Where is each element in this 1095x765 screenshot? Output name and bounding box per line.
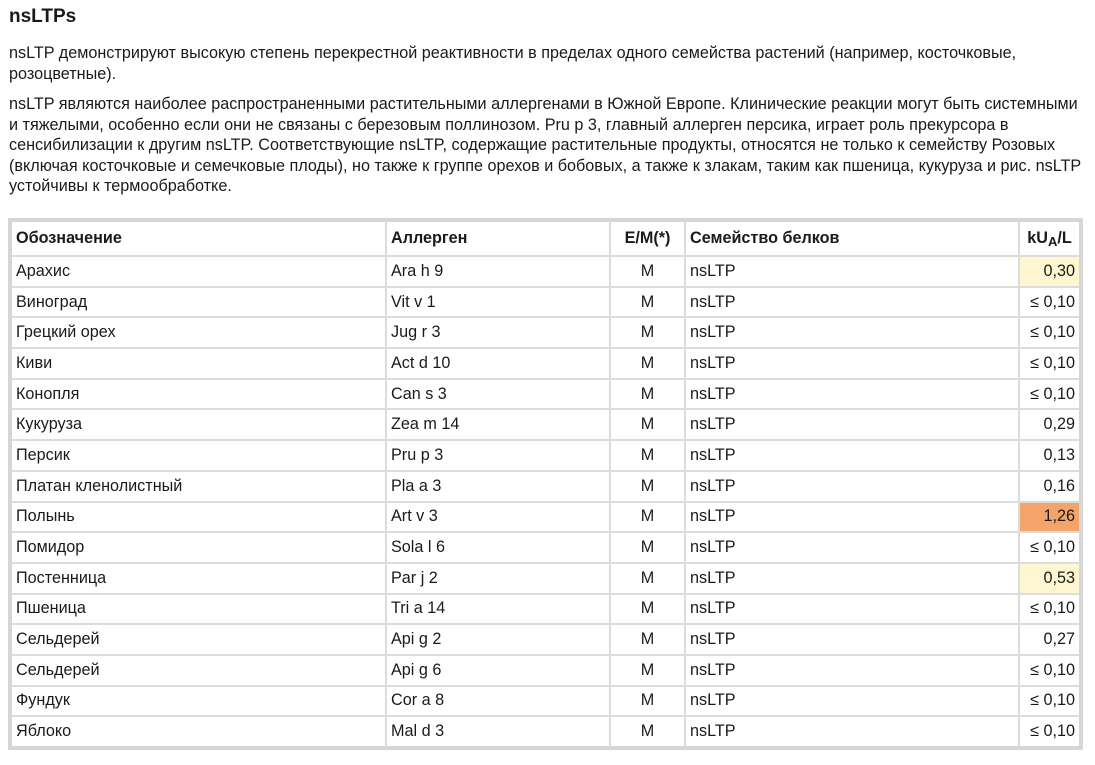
cell-designation: Кукуруза bbox=[12, 409, 386, 440]
table-row bbox=[12, 471, 1079, 502]
cell-value: ≤ 0,10 bbox=[1019, 532, 1079, 563]
cell-designation: Киви bbox=[12, 348, 386, 379]
table-row bbox=[12, 716, 1079, 746]
table-row bbox=[12, 440, 1079, 471]
cell-em: M bbox=[610, 686, 685, 717]
table-row bbox=[12, 317, 1079, 348]
cell-em: M bbox=[610, 256, 685, 287]
cell-value: 0,30 bbox=[1019, 256, 1079, 287]
unit-sub: A bbox=[1047, 234, 1058, 249]
cell-em: M bbox=[610, 594, 685, 625]
cell-protein-family: nsLTP bbox=[685, 256, 1019, 287]
cell-allergen: Ara h 9 bbox=[386, 256, 610, 287]
cell-protein-family: nsLTP bbox=[685, 716, 1019, 746]
cell-allergen: Mal d 3 bbox=[386, 716, 610, 746]
cell-allergen: Vit v 1 bbox=[386, 287, 610, 318]
unit-tail: /L bbox=[1057, 229, 1072, 247]
table-row bbox=[12, 655, 1079, 686]
cell-designation: Грецкий орех bbox=[12, 317, 386, 348]
cell-value: 0,29 bbox=[1019, 409, 1079, 440]
cell-designation: Сельдерей bbox=[12, 655, 386, 686]
table-row bbox=[12, 409, 1079, 440]
cell-allergen: Api g 2 bbox=[386, 624, 610, 655]
cell-em: M bbox=[610, 655, 685, 686]
cell-value: ≤ 0,10 bbox=[1019, 287, 1079, 318]
cell-designation: Яблоко bbox=[12, 716, 386, 746]
cell-allergen: Can s 3 bbox=[386, 379, 610, 410]
table-row bbox=[12, 379, 1079, 410]
table-header-row bbox=[12, 222, 1079, 256]
cell-protein-family: nsLTP bbox=[685, 287, 1019, 318]
cell-allergen: Par j 2 bbox=[386, 563, 610, 594]
cell-em: M bbox=[610, 409, 685, 440]
cell-value: ≤ 0,10 bbox=[1019, 317, 1079, 348]
cell-protein-family: nsLTP bbox=[685, 563, 1019, 594]
table-row bbox=[12, 348, 1079, 379]
cell-allergen: Tri a 14 bbox=[386, 594, 610, 625]
table-row bbox=[12, 502, 1079, 533]
cell-value: ≤ 0,10 bbox=[1019, 594, 1079, 625]
cell-protein-family: nsLTP bbox=[685, 532, 1019, 563]
cell-allergen: Sola l 6 bbox=[386, 532, 610, 563]
table-row bbox=[12, 686, 1079, 717]
cell-em: M bbox=[610, 563, 685, 594]
header-protein-family: Семейство белков bbox=[685, 222, 1019, 256]
cell-value: 0,53 bbox=[1019, 563, 1079, 594]
cell-protein-family: nsLTP bbox=[685, 502, 1019, 533]
cell-value: ≤ 0,10 bbox=[1019, 716, 1079, 746]
table-row bbox=[12, 287, 1079, 318]
cell-value: ≤ 0,10 bbox=[1019, 348, 1079, 379]
table-row bbox=[12, 563, 1079, 594]
cell-em: M bbox=[610, 502, 685, 533]
cell-allergen: Zea m 14 bbox=[386, 409, 610, 440]
cell-designation: Сельдерей bbox=[12, 624, 386, 655]
cell-protein-family: nsLTP bbox=[685, 409, 1019, 440]
cell-designation: Постенница bbox=[12, 563, 386, 594]
cell-value: 1,26 bbox=[1019, 502, 1079, 533]
cell-designation: Платан кленолистный bbox=[12, 471, 386, 502]
cell-protein-family: nsLTP bbox=[685, 686, 1019, 717]
cell-protein-family: nsLTP bbox=[685, 594, 1019, 625]
cell-allergen: Pru p 3 bbox=[386, 440, 610, 471]
cell-value: 0,16 bbox=[1019, 471, 1079, 502]
cell-designation: Полынь bbox=[12, 502, 386, 533]
cell-value: ≤ 0,10 bbox=[1019, 379, 1079, 410]
cell-em: M bbox=[610, 379, 685, 410]
cell-protein-family: nsLTP bbox=[685, 317, 1019, 348]
cell-em: M bbox=[610, 317, 685, 348]
cell-value: 0,13 bbox=[1019, 440, 1079, 471]
cell-allergen: Cor a 8 bbox=[386, 686, 610, 717]
table-row bbox=[12, 594, 1079, 625]
cell-value: ≤ 0,10 bbox=[1019, 686, 1079, 717]
cell-designation: Арахис bbox=[12, 256, 386, 287]
cell-allergen: Art v 3 bbox=[386, 502, 610, 533]
cell-protein-family: nsLTP bbox=[685, 655, 1019, 686]
table-row bbox=[12, 532, 1079, 563]
allergen-table-frame bbox=[8, 218, 1083, 750]
cell-designation: Фундук bbox=[12, 686, 386, 717]
section-title: nsLTPs bbox=[9, 6, 77, 27]
cell-allergen: Api g 6 bbox=[386, 655, 610, 686]
cell-designation: Виноград bbox=[12, 287, 386, 318]
cell-protein-family: nsLTP bbox=[685, 624, 1019, 655]
cell-designation: Персик bbox=[12, 440, 386, 471]
cell-em: M bbox=[610, 348, 685, 379]
header-em: E/M(*) bbox=[610, 222, 685, 256]
table-body bbox=[12, 256, 1079, 746]
cell-designation: Пшеница bbox=[12, 594, 386, 625]
cell-allergen: Pla a 3 bbox=[386, 471, 610, 502]
cell-designation: Конопля bbox=[12, 379, 386, 410]
cell-designation: Помидор bbox=[12, 532, 386, 563]
cell-em: M bbox=[610, 287, 685, 318]
unit-main: kU bbox=[1027, 229, 1048, 247]
cell-protein-family: nsLTP bbox=[685, 471, 1019, 502]
cell-em: M bbox=[610, 532, 685, 563]
allergen-table bbox=[12, 222, 1079, 746]
cell-allergen: Jug r 3 bbox=[386, 317, 610, 348]
details-paragraph: nsLTP являются наиболее распространенными растительными аллергенами в Южной Европе. Клинические реакции могут быть системными и тяжелыми, особенно если они не связаны с березовым поллинозом. Pru p 3, главный аллерген персика, играет роль прекурсора в сенсибилизации к другим nsLTP. Соответствующие nsLTP, содержащие растительные продукты, относятся не только к семейству Розовых (включая косточковые и семечковые плоды), но также к группе орехов и бобовых, а также к злакам, таким как пшеница, кукуруза и рис. nsLTP устойчивы к термообработке. bbox=[9, 95, 1081, 196]
cell-allergen: Act d 10 bbox=[386, 348, 610, 379]
cell-protein-family: nsLTP bbox=[685, 440, 1019, 471]
cell-protein-family: nsLTP bbox=[685, 348, 1019, 379]
intro-paragraph: nsLTP демонстрируют высокую степень перекрестной реактивности в пределах одного семейства растений (например, косточковые, розоцветные). bbox=[9, 44, 1017, 83]
cell-em: M bbox=[610, 440, 685, 471]
table-row bbox=[12, 256, 1079, 287]
header-designation: Обозначение bbox=[12, 222, 386, 256]
cell-value: 0,27 bbox=[1019, 624, 1079, 655]
header-unit bbox=[1019, 222, 1079, 256]
header-allergen: Аллерген bbox=[386, 222, 610, 256]
table-row bbox=[12, 624, 1079, 655]
cell-em: M bbox=[610, 624, 685, 655]
cell-em: M bbox=[610, 471, 685, 502]
cell-value: ≤ 0,10 bbox=[1019, 655, 1079, 686]
cell-em: M bbox=[610, 716, 685, 746]
cell-protein-family: nsLTP bbox=[685, 379, 1019, 410]
